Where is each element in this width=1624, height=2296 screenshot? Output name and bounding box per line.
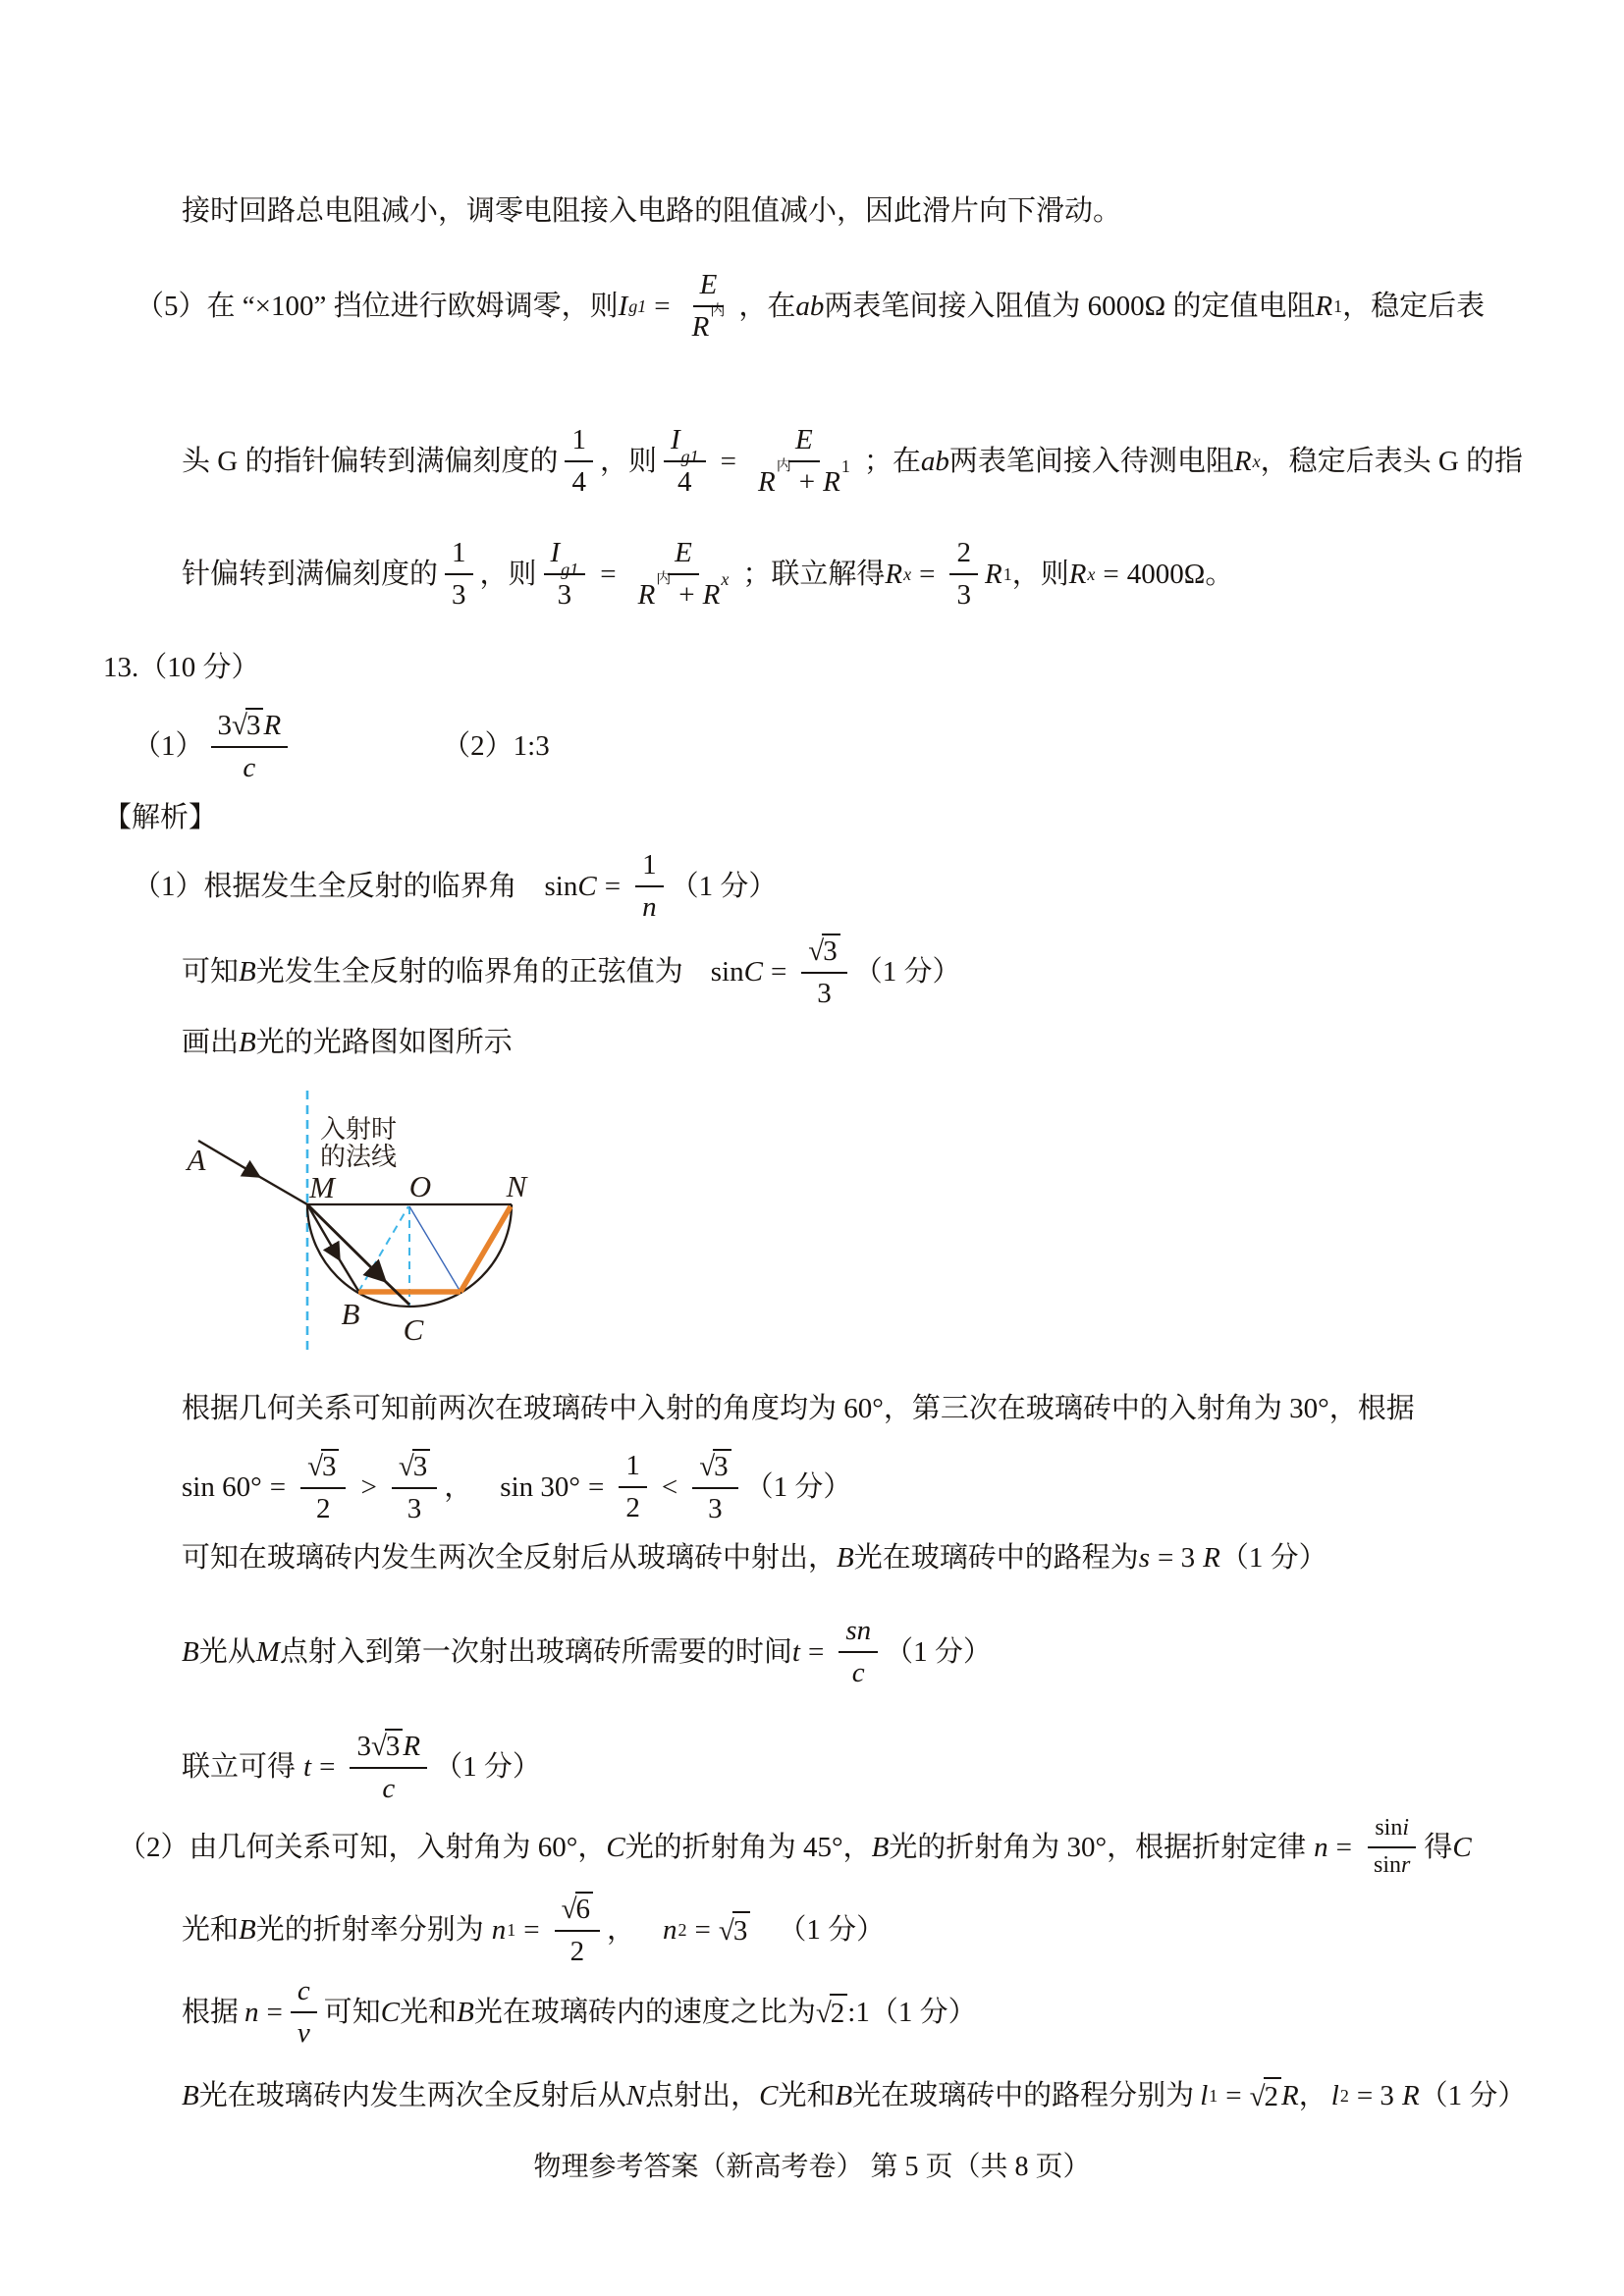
equals-sign: =: [266, 1996, 283, 2028]
text-run: 可知在玻璃砖内发生两次全反射后从玻璃砖中射出，: [182, 1541, 838, 1574]
label-N: N: [506, 1169, 527, 1203]
var-B: B: [239, 955, 256, 988]
fraction: [211, 706, 289, 787]
fraction: $\frac{1}{4}$: [565, 422, 593, 502]
var-E: E: [699, 268, 718, 300]
var-N: N: [625, 2079, 646, 2111]
text-run: ，: [607, 1913, 636, 1946]
var-C: C: [1452, 1831, 1472, 1863]
var-C: C: [743, 955, 763, 988]
text-run: 光的折射率分别为: [255, 1913, 484, 1946]
equals-sign: =: [654, 290, 671, 322]
equals-sign: =: [807, 1635, 825, 1668]
text-run: ，则: [479, 558, 537, 590]
var-B: B: [239, 1026, 256, 1058]
normal-label-line2: 的法线: [320, 1143, 398, 1171]
var-s: s: [845, 1614, 857, 1646]
solution-line-11: [182, 1951, 977, 2073]
var-c: c: [243, 752, 256, 783]
text-run: ，: [1298, 2079, 1327, 2111]
solution-line-6: [182, 1538, 1327, 1577]
text-run: 点射入到第一次射出玻璃砖所需要的时间: [279, 1635, 792, 1668]
fraction: [1367, 1813, 1417, 1881]
solution-line-5: [182, 1426, 851, 1548]
fraction: √ 3 3: [801, 932, 846, 1013]
fraction: √ 3 3: [692, 1447, 737, 1528]
var-t: t: [303, 1750, 312, 1783]
text-run: 头 G 的指针偏转到满偏刻度的: [182, 445, 559, 477]
sqrt-radical: √ 3: [719, 1911, 750, 1949]
text-run: 13.（10 分）: [103, 651, 260, 683]
text-run: 光和: [182, 1913, 240, 1946]
score-note: （1 分）: [778, 1913, 886, 1946]
text-run: 画出: [182, 1026, 240, 1058]
text-run: ，在: [738, 290, 796, 322]
var-R1: R: [984, 558, 1002, 590]
text-run: （2）1:3: [442, 729, 550, 762]
solution-line-3: [182, 1023, 513, 1062]
var-n: n: [856, 1614, 872, 1646]
score-note: （1 分）: [853, 955, 961, 988]
var-r: r: [1401, 1852, 1411, 1878]
text-run: （2）由几何关系可知，入射角为 60°，: [118, 1831, 607, 1863]
score-note: （1 分）: [885, 1635, 992, 1668]
solution-line-4: [182, 1389, 1415, 1428]
text-run: 光的光路图如图所示: [255, 1026, 513, 1058]
text-run: 光在玻璃砖内的速度之比为: [473, 1996, 816, 2028]
text-run: 可知: [323, 1996, 381, 2028]
text-run: 光在玻璃砖内发生两次全反射后从: [198, 2079, 626, 2111]
var-n2: n: [663, 1913, 677, 1946]
sqrt-radical: √ 3: [371, 1729, 403, 1763]
ratio-text: :1: [847, 1996, 870, 2028]
text-run: 光和: [400, 1996, 458, 2028]
var-B: B: [239, 1913, 256, 1946]
text-run: 光在玻璃砖中的路程为: [853, 1541, 1139, 1574]
var-I: I: [670, 423, 680, 455]
equals-sign: =: [1225, 2079, 1242, 2111]
var-M: M: [255, 1635, 280, 1668]
text-run: 两表笔间接入阻值为 6000Ω 的定值电阻: [824, 290, 1316, 322]
sin-func: sin: [544, 870, 578, 902]
var-R1: R: [1315, 290, 1333, 322]
ray-DN-orange: [460, 1206, 511, 1292]
var-Rx: R: [702, 579, 721, 611]
score-note: （1 分）: [670, 870, 778, 902]
incident-ray-A: [198, 1141, 258, 1176]
coef: 3: [356, 1730, 371, 1762]
text-run: 【解析】: [103, 801, 218, 833]
var-B: B: [837, 1541, 854, 1574]
var-C: C: [380, 1996, 401, 2028]
sqrt-radical: √ 2: [816, 1994, 847, 2031]
var-ab: ab: [920, 445, 949, 477]
score-note: （1 分）: [744, 1470, 852, 1503]
sin-func: sin 60°: [182, 1470, 262, 1503]
equals-sign: =: [604, 870, 622, 902]
equals-sign: =: [694, 1913, 711, 1946]
sqrt-radical: √ 3: [232, 708, 263, 742]
var-R: R: [263, 709, 282, 741]
var-i: i: [1402, 1815, 1410, 1842]
var-B: B: [835, 2079, 853, 2111]
var-Rx: R: [1233, 445, 1252, 477]
fraction: $\frac{1}{3}$: [445, 535, 473, 614]
label-O: O: [408, 1169, 432, 1203]
var-v: v: [297, 2017, 310, 2049]
fraction: $\frac{1}{n}$: [635, 847, 664, 927]
fraction: [291, 1973, 317, 2053]
solution-line-12: B 光在玻璃砖内发生两次全反射后从 N 点射出， C 光和 B 光在玻璃砖中的路程分别为 l 1 = √ 2 R ， l 2 = 3 R （1 分）: [182, 2076, 1526, 2115]
var-B: B: [871, 1831, 890, 1863]
var-s: s: [1138, 1541, 1151, 1574]
score-note: （1 分）: [434, 1750, 541, 1783]
sin-func: sin 30°: [500, 1470, 580, 1503]
var-c: c: [297, 1974, 310, 2006]
var-R1: R: [823, 466, 840, 498]
var-R: R: [1401, 2079, 1420, 2111]
text-run: 得: [1424, 1831, 1453, 1863]
label-M: M: [309, 1170, 335, 1204]
text-run: 4000Ω。: [1126, 558, 1234, 590]
var-l2: l: [1330, 2079, 1339, 2111]
text-run: ，则: [599, 445, 657, 477]
text-run: 针偏转到满偏刻度的: [182, 558, 439, 590]
text-run: ；联立解得: [742, 558, 886, 590]
equals-sign: =: [269, 1470, 287, 1503]
question-13-heading: [103, 648, 260, 687]
var-B: B: [182, 2079, 199, 2111]
equals-sign: =: [1335, 1831, 1352, 1863]
var-R: R: [403, 1730, 421, 1762]
step5-line1: （5）在 “×100” 挡位进行欧姆调零，则 I g1 = E R 内 ，在 ab 两表笔间接入阻值为 6000Ω 的定值电阻 R 1 ，稳定后表: [135, 245, 1485, 367]
less-than-sign: <: [661, 1470, 678, 1503]
sin-func: sin: [710, 955, 744, 988]
fraction: I g1 3: [544, 535, 586, 614]
text-run: ，: [444, 1470, 473, 1503]
var-n: n: [642, 891, 657, 923]
equals-sign: =: [319, 1750, 336, 1783]
text-run: 光发生全反射的临界角的正弦值为: [255, 955, 683, 988]
equals-sign: =: [770, 955, 787, 988]
var-R: R: [758, 466, 776, 498]
text-run: 根据几何关系可知前两次在玻璃砖中入射的角度均为 60°，第三次在玻璃砖中的入射角为 30°，根据: [182, 1392, 1415, 1424]
text-run: 接时回路总电阻减小，调零电阻接入电路的阻值减小，因此滑片向下滑动。: [182, 194, 1122, 227]
text-run: ，稳定后表头 G 的指: [1260, 445, 1524, 477]
var-n: n: [1314, 1831, 1328, 1863]
equals-sign: =: [587, 1470, 605, 1503]
fraction: √ 3 2: [300, 1447, 346, 1528]
question-13-answers: [133, 685, 550, 807]
coef: 3: [217, 709, 233, 741]
text-run: 根据: [182, 1996, 240, 2028]
var-c: c: [851, 1657, 865, 1688]
var-E: E: [795, 423, 813, 455]
text-run: 联立可得: [182, 1750, 297, 1783]
var-I: I: [550, 536, 561, 568]
fraction: [839, 1613, 878, 1692]
var-B: B: [182, 1635, 199, 1668]
solution-line-2: [182, 911, 960, 1033]
equals-sign: = 3: [1356, 2079, 1394, 2111]
equals-sign: =: [523, 1913, 540, 1946]
var-c: c: [382, 1773, 396, 1804]
fraction: $\frac{1}{2}$: [619, 1448, 647, 1527]
text-run: （5）在 “×100” 挡位进行欧姆调零，则: [135, 290, 619, 322]
var-R: R: [637, 579, 656, 611]
var-R: R: [1203, 1541, 1220, 1574]
solution-line-7: [182, 1591, 992, 1713]
var-n1: n: [491, 1913, 507, 1946]
var-l1: l: [1200, 2079, 1209, 2111]
fraction: √ 3 3: [392, 1447, 437, 1528]
sqrt-radical: √ 3: [699, 1449, 731, 1483]
label-A: A: [187, 1143, 206, 1177]
fraction: E R 内 + R 1: [758, 423, 850, 498]
text-run: 光的折射角为 30°，根据折射定律: [889, 1831, 1307, 1863]
normal-label-line1: 入射时: [320, 1115, 398, 1144]
text-run: 光在玻璃砖中的路程分别为: [852, 2079, 1195, 2111]
text-run: ，则: [1011, 558, 1069, 590]
var-Ig1: I: [618, 290, 628, 322]
fraction: E R 内: [691, 268, 726, 343]
text-run: 点射出，: [645, 2079, 760, 2111]
step5-line3: 针偏转到满偏刻度的 $\frac{1}{3}$ ，则 I g1 3 = E R 内 + R x ；联立解得 R x = $\frac{2}{3}$ R 1 ，则 R x = 4000Ω。: [182, 513, 1233, 635]
paragraph-continuation: [182, 191, 1121, 231]
fraction: √ 6 2: [555, 1890, 600, 1971]
label-B: B: [341, 1297, 360, 1331]
score-note: （1 分）: [1219, 1541, 1327, 1574]
sqrt-radical: √ 2: [1250, 2077, 1281, 2114]
score-note: （1 分）: [869, 1996, 977, 2028]
footer-text: 物理参考答案（新高考卷） 第 5 页（共 8 页）: [533, 2151, 1091, 2182]
text-run: 光从: [198, 1635, 256, 1668]
var-R: R: [691, 311, 710, 343]
sin-func: sin: [1375, 1815, 1403, 1842]
fraction: E R 内 + R x: [637, 536, 730, 611]
var-ab: ab: [795, 290, 825, 322]
text-run: （1）: [133, 729, 204, 762]
light-path-diagram: [157, 1073, 648, 1377]
equals-sign: =: [1103, 558, 1119, 590]
text-run: ，稳定后表: [1342, 290, 1486, 322]
incident-ray-A2: [258, 1176, 307, 1204]
equals-sign: =: [720, 445, 736, 477]
sqrt-radical: √ 3: [307, 1449, 339, 1483]
var-Rx: R: [885, 558, 903, 590]
var-B: B: [457, 1996, 474, 2028]
sin-func: sin: [1374, 1852, 1402, 1878]
equals-sign: =: [600, 558, 617, 590]
plus-sign: +: [798, 466, 816, 498]
plus-sign: +: [678, 579, 695, 611]
equals-sign: =: [919, 558, 936, 590]
var-n: n: [244, 1996, 259, 2028]
var-E: E: [675, 536, 692, 568]
fraction: $\frac{2}{3}$: [949, 535, 978, 614]
label-C: C: [403, 1312, 424, 1347]
text-run: 两表笔间接入待测电阻: [948, 445, 1234, 477]
text-run: （1）根据发生全反射的临界角: [133, 870, 517, 902]
text-run: 可知: [182, 955, 240, 988]
var-R: R: [1281, 2079, 1299, 2111]
var-t: t: [791, 1635, 800, 1668]
fraction: I g1 4: [664, 422, 706, 502]
sqrt-radical: √ 3: [399, 1449, 430, 1483]
text-run: 光的折射角为 45°，: [624, 1831, 872, 1863]
text-run: 光和: [778, 2079, 836, 2111]
greater-than-sign: >: [360, 1470, 377, 1503]
sqrt-radical: √ 6: [562, 1892, 593, 1926]
score-note: （1 分）: [1419, 2079, 1527, 2111]
solution-line-10: 光和 B 光的折射率分别为 n 1 = √ 6 2 ， n 2 = √ 3 （1 分）: [182, 1869, 885, 1991]
var-C: C: [606, 1831, 625, 1863]
equals-sign: = 3: [1158, 1541, 1196, 1574]
page-footer: [0, 2147, 1624, 2186]
text-run: ；在: [863, 445, 921, 477]
var-C: C: [577, 870, 597, 902]
normal-OD-line: [409, 1206, 460, 1292]
var-Rx: R: [1068, 558, 1087, 590]
sqrt-radical: √ 3: [808, 934, 839, 968]
step5-line2: 头 G 的指针偏转到满偏刻度的 $\frac{1}{4}$ ，则 I g1 4 = E R 内 + R 1 ；在 ab 两表笔间接入待测电阻 R x ，稳定后表头 G 的指: [182, 400, 1523, 522]
var-C: C: [759, 2079, 779, 2111]
